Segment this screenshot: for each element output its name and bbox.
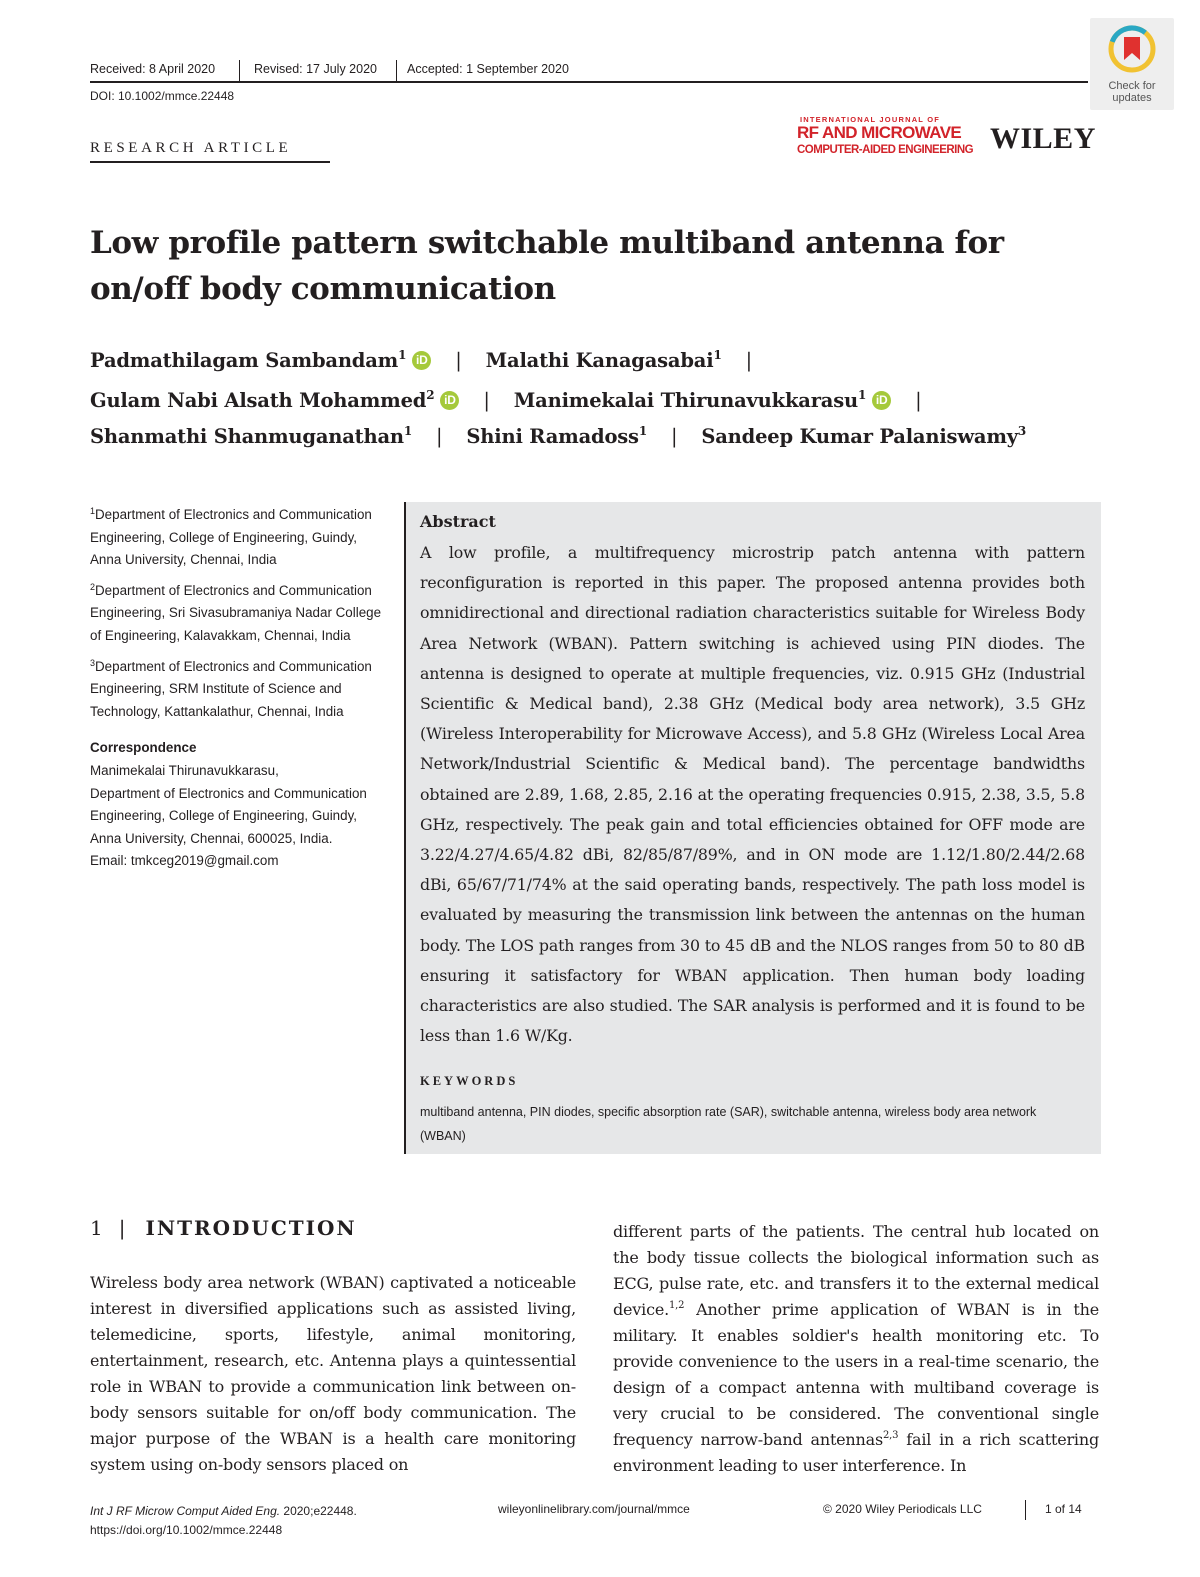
correspondence-name: Manimekalai Thirunavukkarasu, — [90, 762, 279, 778]
author-line: Gulam Nabi Alsath Mohammed$^2$ iD | Manimekalai Thirunavukkarasu$^1$ iD | — [90, 388, 922, 412]
journal-logo[interactable]: INTERNATIONAL JOURNAL OF RF AND MICROWAVE COMPUTER-AIDED ENGINEERING — [797, 115, 974, 156]
author-line: Padmathilagam Sambandam$^1$ iD | Malathi Kanagasabai$^1$ | — [90, 348, 752, 372]
author-name[interactable]: Sandeep Kumar Palaniswamy — [701, 425, 1018, 448]
date-divider — [239, 60, 240, 82]
page-footer — [90, 1500, 1100, 1540]
author-name[interactable]: Shini Ramadoss — [466, 425, 639, 448]
section-heading: 1 | INTRODUCTION — [90, 1216, 357, 1240]
author-name[interactable]: Gulam Nabi Alsath Mohammed — [90, 389, 427, 412]
citation-link[interactable]: 2,3 — [883, 1430, 899, 1441]
abstract-text: A low profile, a multifrequency microstrip patch antenna with pattern reconfiguration is reported in this paper. The proposed antenna provides both omnidirectional and directional radiation characteristics suitable for Wireless Body Area Network (WBAN). Pattern switching is achieved using PIN diodes. The antenna is designed to operate at multiple frequencies, viz. 0.915 GHz (Industrial Scientific & Medical band), 2.38 GHz (Medical body area network), 3.5 GHz (Wireless Interoperability for Microwave Access), and 5.8 GHz (Wireless Local Area Network/Industrial Scientific & Medical band). The percentage bandwidths obtained are 2.89, 1.68, 2.85, 2.16 at the operating frequencies 0.915, 2.38, 3.5, 5.8 GHz, respectively. The peak gain and total efficiencies obtained for OFF mode are 3.22/4.27/4.65/4.82 dBi, 82/85/87/89%, and in ON mode are 1.12/1.80/2.44/2.68 dBi, 65/67/71/74% at the said operating bands, respectively. The path loss model is evaluated by measuring the transmission link between the antennas on the human body. The LOS path ranges from 30 to 45 dB and the NLOS ranges from 50 to 80 dB ensuring it satisfactory for WBAN application. Then human body loading characteristics are also studied. The SAR analysis is performed and it is found to be less than 1.6 W/Kg. — [420, 543, 1085, 1046]
received-date: Received: 8 April 2020 — [90, 62, 216, 76]
citation: Int J RF Microw Comput Aided Eng. 2020;e22448. https://doi.org/10.1002/mmce.22448 — [90, 1502, 357, 1540]
page-number: 1 of 14 — [1045, 1502, 1082, 1516]
author-line: Shanmathi Shanmuganathan$^1$ | Shini Ramadoss$^1$ | Sandeep Kumar Palaniswamy$^3$ — [90, 424, 1027, 448]
affiliation: $^1$Department of Electronics and Communication Engineering, College of Engineering, Guindy, Anna University, Chennai, India — [90, 506, 372, 568]
correspondence-email[interactable]: Email: tmkceg2019@gmail.com — [90, 853, 279, 869]
publisher-logo[interactable]: WILEY — [990, 122, 1096, 155]
author-name[interactable]: Manimekalai Thirunavukkarasu — [513, 389, 858, 412]
citation-link[interactable]: 1,2 — [668, 1300, 685, 1311]
intro-text-right: different parts of the patients. The central hub located on the body tissue collects the biological information such as ECG, pulse rate, etc. and transfers it to the external medical device.$^{1,2}$ Another prime application of WBAN is in the military. It enables soldier's health monitoring etc. To provide convenience to the users in a real-time scenario, the design of a compact antenna with multiband coverage is very crucial to be considered. The conventional single frequency narrow-band antennas$^{2,3}$ fail in a rich scattering environment leading to user interference. In — [613, 1222, 1099, 1475]
check-updates-icon — [1107, 24, 1157, 74]
doi-link[interactable]: https://doi.org/10.1002/mmce.22448 — [90, 1523, 283, 1537]
keywords-heading: KEYWORDS — [420, 1074, 519, 1088]
affiliation: $^2$Department of Electronics and Communication Engineering, Sri Sivasubramaniya Nadar College of Engineering, Kalavakkam, Chennai, India — [90, 581, 382, 643]
footer-divider — [1025, 1500, 1026, 1520]
abstract-heading: Abstract — [420, 512, 496, 531]
author-name[interactable]: Padmathilagam Sambandam — [90, 349, 399, 372]
revised-date: Revised: 17 July 2020 — [254, 62, 377, 76]
author-name[interactable]: Shanmathi Shanmuganathan — [90, 425, 404, 448]
journal-url[interactable]: wileyonlinelibrary.com/journal/mmce — [498, 1502, 690, 1516]
orcid-icon[interactable]: iD — [412, 351, 431, 370]
article-type-rule — [90, 161, 330, 163]
copyright: © 2020 Wiley Periodicals LLC — [823, 1502, 982, 1516]
correspondence-address: Department of Electronics and Communication Engineering, College of Engineering, Guindy, Anna University, Chennai, 600025, India. — [90, 785, 367, 846]
date-divider — [396, 60, 397, 82]
keywords-text: multiband antenna, PIN diodes, specific absorption rate (SAR), switchable antenna, wireless body area network (WBAN) — [420, 1105, 1037, 1143]
orcid-icon[interactable]: iD — [872, 391, 891, 410]
doi[interactable]: DOI: 10.1002/mmce.22448 — [90, 89, 235, 103]
correspondence-heading: Correspondence — [90, 740, 197, 756]
intro-text-left: Wireless body area network (WBAN) captivated a noticeable interest in diversified applications such as assisted living, telemedicine, sports, lifestyle, animal monitoring, entertainment, research, etc. Antenna plays a quintessential role in WBAN to provide a communication link between on-body sensors suitable for on/off body communication. The major purpose of the WBAN is a health care monitoring system using on-body sensors placed on — [90, 1273, 576, 1474]
author-name[interactable]: Malathi Kanagasabai — [485, 349, 714, 372]
header-rule — [90, 81, 1088, 83]
accepted-date: Accepted: 1 September 2020 — [407, 62, 569, 76]
abstract-rule — [404, 502, 406, 1154]
affiliations-column — [90, 500, 390, 873]
orcid-icon[interactable]: iD — [440, 391, 459, 410]
check-for-updates-button[interactable] — [1090, 18, 1174, 110]
check-updates-label: Check for updates — [1108, 80, 1156, 104]
dates-row — [90, 60, 1090, 82]
paper-title: Low profile pattern switchable multiband antenna for on/off body communication — [90, 225, 1004, 307]
article-type: RESEARCH ARTICLE — [90, 140, 292, 156]
affiliation: $^3$Department of Electronics and Communication Engineering, SRM Institute of Science and Technology, Kattankalathur, Chennai, India — [90, 657, 372, 719]
